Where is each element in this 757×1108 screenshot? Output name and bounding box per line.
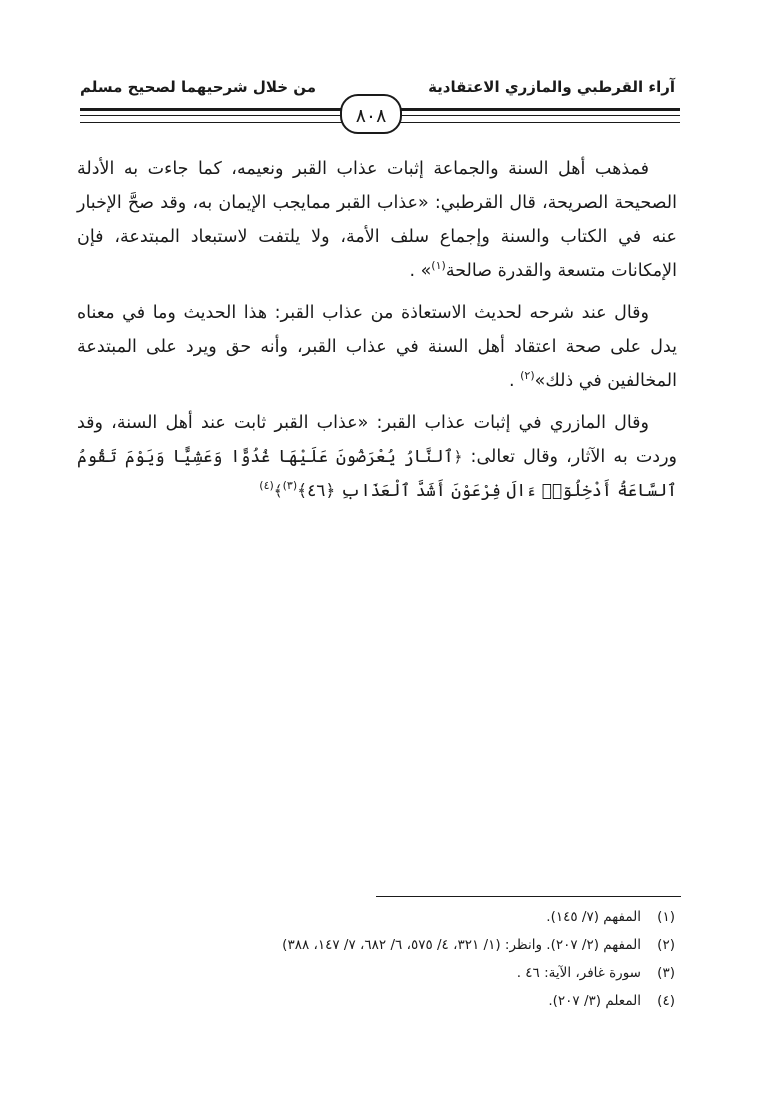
footnote-text: سورة غافر، الآية: ٤٦ . [516, 965, 641, 981]
footnote-2 [65, 931, 675, 959]
footnote-number: (٢) [657, 937, 675, 953]
quran-open-bracket: ﴿ [453, 448, 463, 466]
footnote-ref-3: (٣) [282, 479, 298, 492]
header-rule-left-thick [80, 108, 342, 111]
header-rule-right-thick [400, 108, 680, 111]
footnote-separator [376, 896, 681, 897]
header-rule-left-under [80, 122, 342, 123]
footnote-4 [65, 987, 675, 1015]
header-rule-right-under [400, 122, 680, 123]
paragraph-1-end: » . [409, 261, 432, 281]
footnote-text: المفهم (٢/ ٢٠٧). وانظر: (١/ ٣٢١، ٤/ ٥٧٥، ٦/ ٦٨٢، ٧/ ١٤٧، ٣٨٨) [282, 937, 641, 953]
footnote-3 [65, 959, 675, 987]
footnotes [65, 903, 675, 1015]
footnote-number: (٣) [657, 965, 675, 981]
footnote-ref-1: (١) [431, 259, 446, 272]
running-title-subtitle: من خلال شرحيهما لصحيح مسلم [80, 78, 317, 96]
footnote-number: (١) [657, 909, 675, 925]
footnote-ref-4: (٤) [259, 479, 274, 492]
main-text [77, 152, 677, 516]
header-rule-left-thin [80, 115, 342, 116]
paragraph-2-end: . [508, 371, 515, 391]
page-number: ٨٠٨ [340, 94, 402, 134]
paragraph-3-text: وقال المازري في إثبات عذاب القبر: «عذاب القبر ثابت عند أهل السنة، وقد وردت به الآثار، وقال تعالى: [77, 413, 677, 467]
footnote-number: (٤) [657, 993, 675, 1009]
footnote-ref-2: (٢) [520, 369, 535, 382]
footnote-text: المفهم (٧/ ١٤٥). [546, 909, 641, 925]
paragraph-1 [77, 152, 677, 288]
quran-verse: ٱلنَّارُ يُعْرَضُونَ عَلَيْهَا غُدُوًّا وَعَشِيًّا وَيَوْمَ تَقُومُ ٱلسَّاعَةُ أَدْخِلُوٓا۟ ءَالَ فِرْعَوْنَ أَشَدَّ ٱلْعَذَابِ ﴿٤٦﴾ [77, 447, 677, 501]
footnote-1 [65, 903, 675, 931]
paragraph-2-text: وقال عند شرحه لحديث الاستعاذة من عذاب القبر: هذا الحديث وما في معناه يدل على صحة اعتقاد أهل السنة في عذاب القبر، وأنه حق ويرد على المبتدعة المخالفين في ذلك» [77, 303, 677, 391]
header-rule-right-thin [400, 115, 680, 116]
quran-close-bracket: ﴾ [273, 482, 283, 500]
footnote-text: المعلم (٣/ ٢٠٧). [548, 993, 641, 1009]
paragraph-3 [77, 406, 677, 508]
paragraph-1-text: فمذهب أهل السنة والجماعة إثبات عذاب القبر ونعيمه، كما جاءت به الأدلة الصحيحة الصريحة، قال القرطبي: «عذاب القبر ممايجب الإيمان به، وقد صحَّ الإخبار عنه في الكتاب والسنة وإجماع سلف الأمة، ولا يلتفت لاستبعاد المبتدعة، فإن الإمكانات متسعة والقدرة صالحة [77, 159, 677, 281]
paragraph-2 [77, 296, 677, 398]
running-title-book: آراء القرطبي والمازري الاعتقادية [428, 78, 675, 96]
